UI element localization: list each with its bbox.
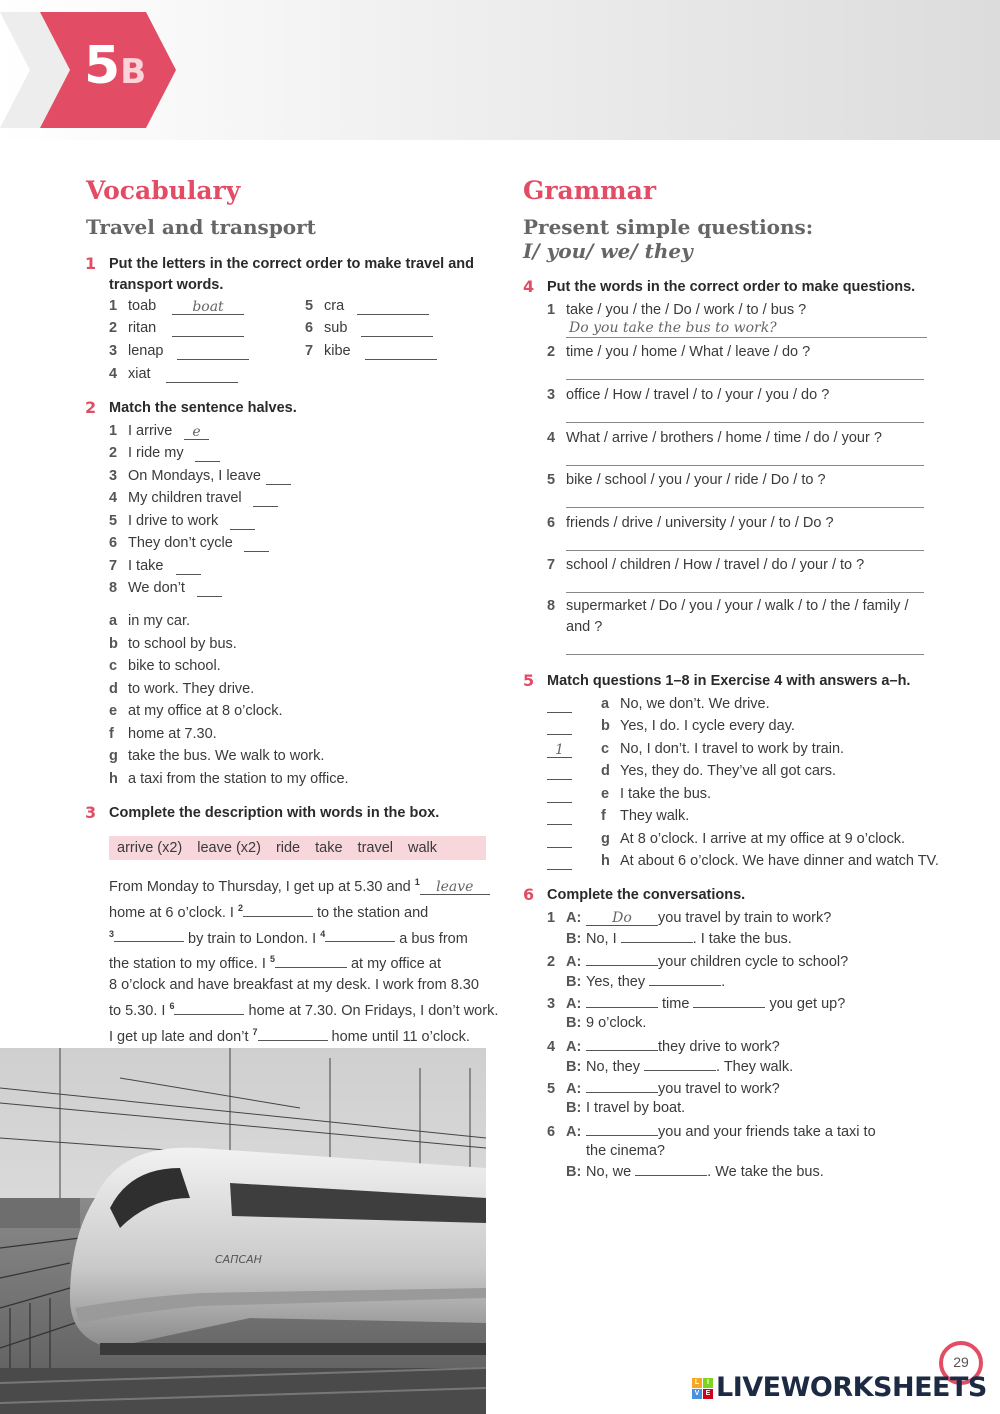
ex1-answer-input[interactable] bbox=[172, 322, 244, 337]
word-box-item: arrive (x2) bbox=[117, 840, 183, 856]
ex6-blank[interactable] bbox=[586, 951, 658, 966]
ex6-blank[interactable] bbox=[586, 1078, 658, 1093]
ex3-blank-7[interactable] bbox=[258, 1026, 328, 1041]
exercise-instruction: Match the sentence halves. bbox=[109, 400, 297, 416]
ex5-item: h At about 6 o’clock. We have dinner and watch TV. bbox=[601, 853, 939, 869]
ex5-answer-input[interactable] bbox=[547, 833, 572, 848]
ex1-item: 5 cra bbox=[305, 298, 345, 314]
ex2-item: 6 They don’t cycle bbox=[109, 535, 233, 551]
ex4-answer-input[interactable] bbox=[566, 405, 924, 423]
ex1-item: 4 xiat bbox=[109, 366, 151, 382]
exercise-number: 4 bbox=[523, 277, 535, 296]
ex3-blank-2[interactable] bbox=[243, 902, 313, 917]
ex5-answer-input[interactable] bbox=[547, 810, 572, 825]
conversation-line: 6 A: you and your friends take a taxi to bbox=[547, 1121, 876, 1143]
ex2-ending: c bike to school. bbox=[109, 658, 221, 674]
ex4-item: 7 school / children / How / travel / do / your / to ? bbox=[547, 557, 865, 573]
ex6-blank[interactable] bbox=[693, 993, 765, 1008]
ex4-answer-input[interactable] bbox=[566, 637, 924, 655]
train-photo bbox=[0, 1048, 486, 1414]
ex1-item: 7 kibe bbox=[305, 343, 351, 359]
ex6-blank[interactable] bbox=[586, 993, 658, 1008]
ex2-answer-input[interactable]: e bbox=[184, 425, 209, 440]
word-box-item: take bbox=[315, 840, 343, 856]
exercise-number: 3 bbox=[85, 803, 97, 822]
ex1-answer-input[interactable] bbox=[361, 322, 433, 337]
ex1-answer-input[interactable] bbox=[166, 368, 238, 383]
ex4-item: 5 bike / school / you / your / ride / Do / to ? bbox=[547, 472, 826, 488]
ex4-item: 1 take / you / the / Do / work / to / bus ? bbox=[547, 302, 807, 318]
ex1-answer-input[interactable]: boat bbox=[172, 300, 244, 315]
ex2-item: 3 On Mondays, I leave bbox=[109, 468, 261, 484]
ex1-item: 3 lenap bbox=[109, 343, 164, 359]
page-number: 29 bbox=[953, 1354, 969, 1370]
exercise-instruction: Match questions 1–8 in Exercise 4 with answers a–h. bbox=[547, 673, 911, 689]
ex6-blank[interactable] bbox=[649, 971, 721, 986]
ex5-answer-input[interactable] bbox=[547, 698, 572, 713]
conversation-line: B: No, we . We take the bus. bbox=[566, 1161, 824, 1183]
ex2-item: 5 I drive to work bbox=[109, 513, 219, 529]
ex4-answer-input[interactable] bbox=[566, 533, 924, 551]
ex5-item: d Yes, they do. They’ve all got cars. bbox=[601, 763, 837, 779]
conversation-line: 3 A: time you get up? bbox=[547, 993, 845, 1015]
ex6-blank[interactable] bbox=[586, 1121, 658, 1136]
ex4-answer-input[interactable]: Do you take the bus to work? bbox=[566, 320, 927, 338]
ex2-answer-input[interactable] bbox=[195, 447, 220, 462]
ex4-answer-input[interactable] bbox=[566, 362, 924, 380]
ex3-blank-3[interactable] bbox=[114, 927, 184, 942]
exercise-number: 5 bbox=[523, 671, 535, 690]
ex4-item: 8 supermarket / Do / you / your / walk / to / the / family / bbox=[547, 598, 909, 614]
ex5-item: f They walk. bbox=[601, 808, 690, 824]
exercise-number: 6 bbox=[523, 885, 535, 904]
ex2-ending: g take the bus. We walk to work. bbox=[109, 748, 325, 764]
ex1-answer-input[interactable] bbox=[357, 300, 429, 315]
ex1-item: 2 ritan bbox=[109, 320, 157, 336]
ex6-blank[interactable] bbox=[644, 1056, 716, 1071]
ex1-item: 6 sub bbox=[305, 320, 348, 336]
ex6-blank[interactable] bbox=[635, 1161, 707, 1176]
ex1-answer-input[interactable] bbox=[177, 345, 249, 360]
conversation-line: B: No, they . They walk. bbox=[566, 1056, 793, 1078]
ex2-answer-input[interactable] bbox=[253, 492, 278, 507]
conversation-line: B: I travel by boat. bbox=[566, 1100, 686, 1116]
ex5-item: c No, I don’t. I travel to work by train. bbox=[601, 741, 845, 757]
ex2-ending: b to school by bus. bbox=[109, 636, 237, 652]
ex2-item: 2 I ride my bbox=[109, 445, 184, 461]
train-label: САПСАН bbox=[215, 1253, 262, 1266]
ex2-answer-input[interactable] bbox=[230, 515, 255, 530]
ex4-answer-input[interactable] bbox=[566, 490, 924, 508]
grammar-subtitle: Present simple questions: I/ you/ we/ they bbox=[523, 215, 814, 263]
ex4-answer-input[interactable] bbox=[566, 575, 924, 593]
ex1-answer-input[interactable] bbox=[365, 345, 437, 360]
ex5-answer-input[interactable]: 1 bbox=[547, 743, 572, 758]
description-paragraph: From Monday to Thursday, I get up at 5.30 and $^1$ leave home at 6 o’clock. I $^2$ to the station and $^3$ by train to London. I $^4$ a bus from the station to my office. I $^5$ at my office at 8 o’clock and have breakfast at my desk. I work from 8.30 to 5.30. I $^6$ home at 7.30. On Fridays, I don’t work. I get up late and don’t $^7$ home until 11 o’clock. bbox=[109, 872, 489, 1074]
ex3-blank-6[interactable] bbox=[174, 1000, 244, 1015]
exercise-instruction: Complete the conversations. bbox=[547, 887, 746, 903]
ex5-answer-input[interactable] bbox=[547, 855, 572, 870]
ex4-answer-input[interactable] bbox=[566, 448, 924, 466]
exercise-instruction: Put the letters in the correct order to make travel and transport words. bbox=[109, 256, 475, 293]
ex4-item: 3 office / How / travel / to / your / you / do ? bbox=[547, 387, 830, 403]
conversation-line: B: No, I . I take the bus. bbox=[566, 928, 792, 950]
exercise-instruction: Put the words in the correct order to make questions. bbox=[547, 279, 916, 295]
ex2-ending: h a taxi from the station to my office. bbox=[109, 771, 349, 787]
ex2-answer-input[interactable] bbox=[197, 582, 222, 597]
liveworksheets-logo-text: LIVEWORKSHEETS bbox=[716, 1372, 987, 1403]
ex6-blank[interactable]: Do bbox=[586, 911, 658, 926]
unit-label: 5B bbox=[84, 36, 147, 96]
ex3-blank-5[interactable] bbox=[275, 953, 347, 968]
ex2-ending: a in my car. bbox=[109, 613, 191, 629]
conversation-line: 4 A: they drive to work? bbox=[547, 1036, 780, 1058]
ex4-item: 2 time / you / home / What / leave / do ? bbox=[547, 344, 811, 360]
ex2-item: 4 My children travel bbox=[109, 490, 242, 506]
conversation-line: 5 A: you travel to work? bbox=[547, 1078, 780, 1100]
ex2-item: 7 I take bbox=[109, 558, 164, 574]
exercise-instruction: Complete the description with words in the box. bbox=[109, 805, 440, 821]
conversation-line: B: 9 o’clock. bbox=[566, 1015, 647, 1031]
ex2-answer-input[interactable] bbox=[266, 470, 291, 485]
word-box-item: travel bbox=[357, 840, 394, 856]
ex2-answer-input[interactable] bbox=[244, 537, 269, 552]
word-box bbox=[109, 836, 486, 860]
ex6-blank[interactable] bbox=[621, 928, 693, 943]
ex5-item: g At 8 o’clock. I arrive at my office at 9 o’clock. bbox=[601, 831, 906, 847]
ex5-item: e I take the bus. bbox=[601, 786, 712, 802]
vocabulary-subtitle: Travel and transport bbox=[86, 215, 316, 239]
ex2-ending: e at my office at 8 o’clock. bbox=[109, 703, 283, 719]
liveworksheets-logo-mark: L I V E bbox=[692, 1378, 714, 1400]
conversation-line: the cinema? bbox=[586, 1143, 665, 1159]
ex6-blank[interactable] bbox=[586, 1036, 658, 1051]
ex5-answer-input[interactable] bbox=[547, 765, 572, 780]
exercise-number: 2 bbox=[85, 398, 97, 417]
word-box-item: leave (x2) bbox=[197, 840, 261, 856]
exercise-number: 1 bbox=[85, 254, 97, 273]
ex5-answer-input[interactable] bbox=[547, 720, 572, 735]
ex3-blank-4[interactable] bbox=[325, 927, 395, 942]
vocabulary-title: Vocabulary bbox=[86, 176, 241, 205]
ex4-item-continued: and ? bbox=[566, 619, 603, 635]
grammar-title: Grammar bbox=[523, 176, 656, 205]
conversation-line: 1 A: Do you travel by train to work? bbox=[547, 910, 832, 926]
conversation-line: 2 A: your children cycle to school? bbox=[547, 951, 848, 973]
conversation-line: B: Yes, they . bbox=[566, 971, 725, 993]
ex1-item: 1 toab bbox=[109, 298, 157, 314]
ex4-item: 6 friends / drive / university / your / to / Do ? bbox=[547, 515, 834, 531]
word-box-item: ride bbox=[275, 840, 301, 856]
ex2-item: 1 I arrive bbox=[109, 423, 173, 439]
ex5-item: a No, we don’t. We drive. bbox=[601, 696, 770, 712]
ex2-ending: d to work. They drive. bbox=[109, 681, 255, 697]
ex2-item: 8 We don’t bbox=[109, 580, 185, 596]
ex2-answer-input[interactable] bbox=[176, 560, 201, 575]
ex5-answer-input[interactable] bbox=[547, 788, 572, 803]
word-box-item: walk bbox=[408, 840, 438, 856]
ex4-item: 4 What / arrive / brothers / home / time / do / your ? bbox=[547, 430, 882, 446]
ex3-blank-1[interactable]: leave bbox=[420, 880, 490, 895]
ex5-item: b Yes, I do. I cycle every day. bbox=[601, 718, 795, 734]
ex2-ending: f home at 7.30. bbox=[109, 726, 217, 742]
